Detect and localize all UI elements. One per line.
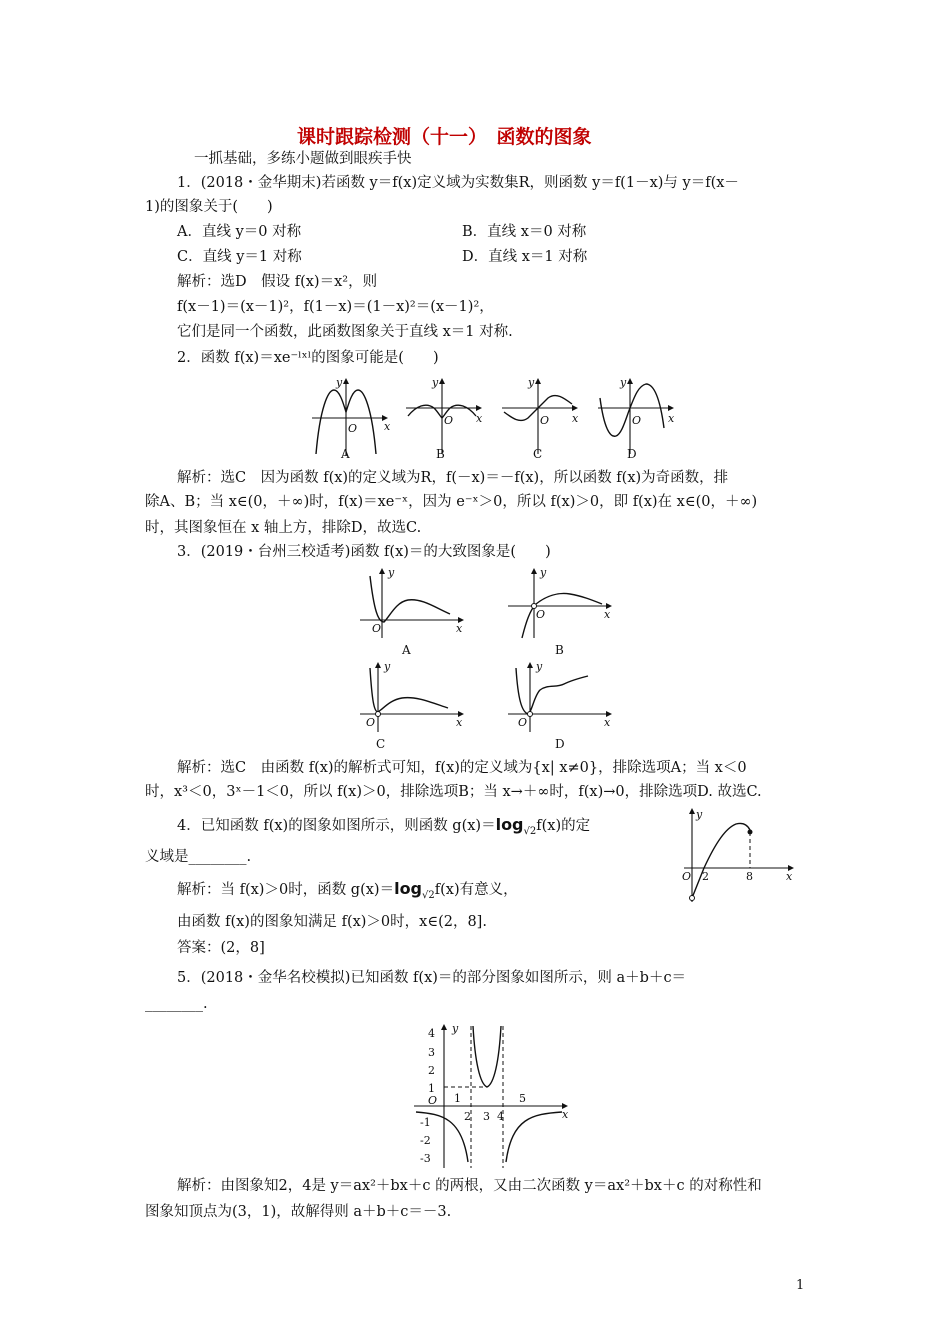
q3-label-b: B — [555, 643, 564, 657]
tick-label: 2 — [702, 870, 709, 883]
q3-label-a: A — [402, 643, 411, 657]
axis-y-label: y — [388, 566, 395, 579]
q1-solution-line1: 解析：选D 假设 f(x)＝x²，则 — [177, 274, 378, 290]
page-number: 1 — [796, 1278, 805, 1293]
q4-log-base: √2 — [422, 889, 435, 901]
q3-stem: 3．(2019・台州三校适考)函数 f(x)＝的大致图象是( ) — [177, 544, 551, 560]
axis-y-label: y — [432, 376, 439, 389]
axis-y-label: y — [336, 376, 343, 389]
q3-label-c: C — [376, 737, 386, 751]
q5-solution-line2: 图象知顶点为(3，1)，故解得则 a＋b＋c＝－3. — [145, 1204, 452, 1220]
axis-x-label: x — [786, 870, 793, 883]
q3-graph-a — [360, 566, 470, 640]
q2-label-d: D — [627, 447, 637, 461]
q1-option-c: C．直线 y＝1 对称 — [177, 249, 302, 265]
q2-label-a: A — [341, 447, 350, 461]
q1-stem-line2: 1)的图象关于( ) — [145, 199, 273, 215]
q4-log-symbol: log — [495, 815, 524, 834]
origin-label: O — [536, 608, 546, 621]
axis-y-label: y — [452, 1022, 459, 1035]
q1-solution-line3: 它们是同一个函数，此函数图象关于直线 x＝1 对称. — [177, 324, 513, 340]
q3-graph-d — [508, 660, 618, 734]
origin-label: O — [518, 716, 528, 729]
axis-y-label: y — [696, 808, 703, 821]
q1-stem-line1: 1．(2018・金华期末)若函数 y＝f(x)定义域为实数集R，则函数 y＝f(1－x)与 y＝f(x－ — [177, 175, 739, 191]
q2-solution-line2: 除A、B；当 x∈(0，＋∞)时，f(x)＝xe⁻ˣ，因为 e⁻ˣ＞0，所以 f(x)＞0，即 f(x)在 x∈(0，＋∞) — [145, 494, 758, 510]
q4-log-symbol: log — [394, 879, 423, 898]
axis-x-label: x — [476, 412, 483, 425]
x-tick-label: 1 — [454, 1092, 461, 1105]
y-tick-label: -3 — [420, 1152, 431, 1165]
q1-option-b: B．直线 x＝0 对称 — [462, 224, 587, 240]
origin-label: O — [632, 414, 642, 427]
q2-stem: 2．函数 f(x)＝xe⁻ˡˣˡ的图象可能是( ) — [177, 350, 439, 366]
origin-label: O — [540, 414, 550, 427]
x-tick-label: 4 — [497, 1110, 504, 1123]
q1-option-a: A．直线 y＝0 对称 — [177, 224, 302, 240]
q4-stem-part-a: 4．已知函数 f(x)的图象如图所示，则函数 g(x)＝ — [177, 818, 496, 834]
q1-solution-line2: f(x－1)＝(x－1)²，f(1－x)＝(1－x)²＝(x－1)²， — [177, 299, 494, 315]
q4-solution-part-a: 解析：当 f(x)＞0时，函数 g(x)＝ — [177, 882, 395, 898]
axis-y-label: y — [384, 660, 391, 673]
q5-stem-line2: ________. — [145, 996, 208, 1012]
y-tick-label: 4 — [428, 1027, 435, 1040]
q5-stem-line1: 5．(2018・金华名校模拟)已知函数 f(x)＝的部分图象如图所示，则 a＋b＋c＝ — [177, 970, 687, 986]
y-tick-label: -1 — [420, 1116, 431, 1129]
axis-x-label: x — [572, 412, 579, 425]
q4-answer: 答案：(2，8] — [177, 940, 265, 956]
q3-solution-line1: 解析：选C 由函数 f(x)的解析式可知，f(x)的定义域为{x| x≠0}，排除选项A；当 x＜0 — [177, 760, 747, 776]
origin-label: O — [428, 1094, 438, 1107]
q4-solution-part-b: f(x)有意义， — [434, 882, 518, 898]
q3-solution-line2: 时，x³＜0，3ˣ－1＜0，所以 f(x)＞0，排除选项B；当 x→＋∞时，f(x)→0，排除选项D. 故选C. — [145, 784, 762, 800]
axis-x-label: x — [668, 412, 675, 425]
q1-option-d: D．直线 x＝1 对称 — [462, 249, 588, 265]
q2-label-c: C — [533, 447, 543, 461]
x-tick-label: 3 — [483, 1110, 490, 1123]
q4-log-base: √2 — [523, 825, 537, 837]
q3-graph-b — [508, 566, 618, 640]
axis-x-label: x — [604, 716, 611, 729]
x-tick-label: 5 — [519, 1092, 526, 1105]
tick-label: 8 — [746, 870, 753, 883]
q3-graph-c — [360, 660, 470, 734]
axis-x-label: x — [456, 716, 463, 729]
q4-solution-line1 — [177, 879, 518, 906]
axis-y-label: y — [540, 566, 547, 579]
origin-label: O — [444, 414, 454, 427]
y-tick-label: 2 — [428, 1064, 435, 1077]
x-tick-label: 2 — [464, 1110, 471, 1123]
y-tick-label: -2 — [420, 1134, 431, 1147]
q5-solution-line1: 解析：由图象知2，4是 y＝ax²＋bx＋c 的两根，又由二次函数 y＝ax²＋bx＋c 的对称性和 — [177, 1178, 762, 1194]
q2-graph-a — [310, 378, 390, 458]
q4-stem-part-b: f(x)的定 — [536, 818, 591, 834]
q5-graph — [412, 1022, 582, 1170]
axis-y-label: y — [536, 660, 543, 673]
axis-x-label: x — [456, 622, 463, 635]
y-tick-label: 3 — [428, 1046, 435, 1059]
origin-label: O — [682, 870, 692, 883]
q3-label-d: D — [555, 737, 565, 751]
origin-label: O — [348, 422, 358, 435]
section-subtitle: 一抓基础，多练小题做到眼疾手快 — [194, 151, 412, 167]
axis-y-label: y — [620, 376, 627, 389]
y-tick-label: 1 — [428, 1082, 435, 1095]
origin-label: O — [366, 716, 376, 729]
axis-x-label: x — [604, 608, 611, 621]
q4-stem-line2: 义域是________. — [145, 849, 252, 865]
q2-solution-line1: 解析：选C 因为函数 f(x)的定义域为R，f(－x)＝－f(x)，所以函数 f(x)为奇函数，排 — [177, 470, 729, 486]
q4-graph — [680, 808, 800, 908]
q2-solution-line3: 时，其图象恒在 x 轴上方，排除D，故选C. — [145, 520, 422, 536]
axis-x-label: x — [384, 420, 391, 433]
axis-x-label: x — [562, 1108, 569, 1121]
page-title: 课时跟踪检测（十一） 函数的图象 — [297, 126, 592, 148]
origin-label: O — [372, 622, 382, 635]
q2-label-b: B — [436, 447, 445, 461]
q4-stem-line1 — [177, 815, 590, 842]
q4-solution-line2: 由函数 f(x)的图象知满足 f(x)＞0时，x∈(2，8]. — [177, 914, 487, 930]
axis-y-label: y — [528, 376, 535, 389]
